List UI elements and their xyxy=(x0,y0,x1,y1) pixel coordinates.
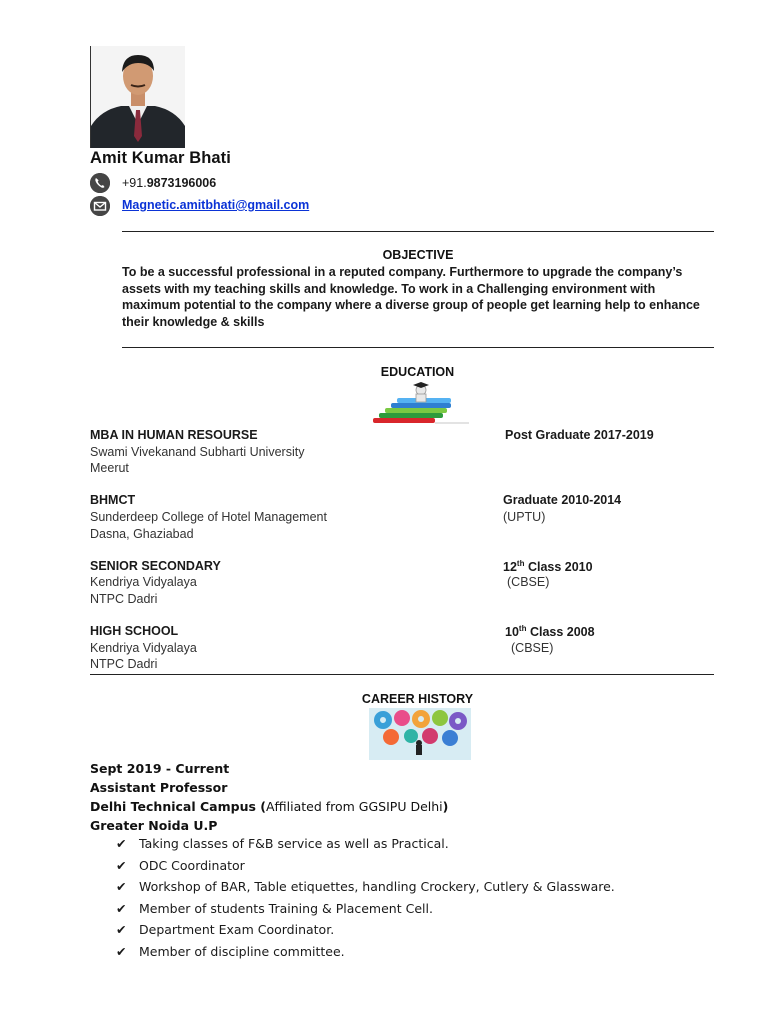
objective-heading: OBJECTIVE xyxy=(382,248,454,262)
edu-level-suffix: th xyxy=(518,624,527,633)
duty-text: Member of students Training & Placement Cell. xyxy=(139,901,433,916)
edu-degree: MBA IN HUMAN RESOURSE xyxy=(90,428,258,442)
edu-institution: Swami Vivekanand Subharti University xyxy=(90,445,305,459)
edu-level: Post Graduate 2017-2019 xyxy=(505,428,654,442)
edu-institution: Kendriya Vidyalaya xyxy=(90,575,197,589)
divider xyxy=(122,347,714,348)
duty-text: ODC Coordinator xyxy=(139,858,245,873)
edu-level xyxy=(505,624,595,639)
checkmark-icon: ✔ xyxy=(116,858,127,873)
career-organisation xyxy=(90,799,448,814)
duty-text: Member of discipline committee. xyxy=(139,944,345,959)
checkmark-icon: ✔ xyxy=(116,836,127,851)
edu-degree: HIGH SCHOOL xyxy=(90,624,179,638)
edu-board: (CBSE) xyxy=(507,575,550,589)
career-heading: CAREER HISTORY xyxy=(361,692,474,706)
career-gears-illustration xyxy=(369,708,471,765)
edu-board: (UPTU) xyxy=(503,510,546,524)
career-location: Greater Noida U.P xyxy=(90,818,218,833)
edu-degree: BHMCT xyxy=(90,493,136,507)
edu-degree: SENIOR SECONDARY xyxy=(90,559,221,573)
duty-item xyxy=(116,901,433,916)
career-org-close: ) xyxy=(442,799,449,814)
edu-board: (CBSE) xyxy=(511,641,554,655)
candidate-name: Amit Kumar Bhati xyxy=(90,149,231,167)
phone-number xyxy=(122,176,216,190)
profile-photo xyxy=(90,46,185,148)
duty-item xyxy=(116,944,345,959)
checkmark-icon: ✔ xyxy=(116,944,127,959)
edu-location: Dasna, Ghaziabad xyxy=(90,527,194,541)
edu-level-text: Class 2010 xyxy=(524,560,593,575)
education-heading: EDUCATION xyxy=(380,365,455,379)
edu-level-number: 10 xyxy=(505,625,519,640)
career-org-name: Delhi Technical Campus ( xyxy=(90,799,266,814)
duty-text: Taking classes of F&B service as well as Practical. xyxy=(139,836,449,851)
email-icon xyxy=(90,196,110,216)
career-role: Assistant Professor xyxy=(90,780,228,795)
graduation-books-icon xyxy=(371,382,471,431)
duty-item xyxy=(116,922,334,937)
duty-text: Department Exam Coordinator. xyxy=(139,922,335,937)
phone-digits: 9873196006 xyxy=(146,176,217,190)
objective-text: To be a successful professional in a reputed company. Furthermore to upgrade the company’s assets with my teaching skills and knowledge. To work in a Challenging environment with maximum potential to the company where a diverse group of people get learning help to enhance their knowledge & skills xyxy=(122,265,700,330)
career-org-affiliation: Affiliated from GGSIPU Delhi xyxy=(265,799,443,814)
duty-item xyxy=(116,836,449,851)
duty-item xyxy=(116,858,245,873)
checkmark-icon: ✔ xyxy=(116,901,127,916)
email-link[interactable]: Magnetic.amitbhati@gmail.com xyxy=(122,198,310,212)
edu-location: NTPC Dadri xyxy=(90,592,158,606)
edu-location: NTPC Dadri xyxy=(90,657,158,671)
edu-level-number: 12 xyxy=(503,560,517,575)
checkmark-icon: ✔ xyxy=(116,879,127,894)
phone-icon xyxy=(90,173,110,193)
divider xyxy=(90,674,714,675)
duty-item xyxy=(116,879,615,894)
duty-text: Workshop of BAR, Table etiquettes, handling Crockery, Cutlery & Glassware. xyxy=(139,879,615,894)
edu-institution: Kendriya Vidyalaya xyxy=(90,641,197,655)
checkmark-icon: ✔ xyxy=(116,922,127,937)
edu-location: Meerut xyxy=(90,461,129,475)
edu-level-suffix: th xyxy=(516,559,525,568)
edu-level: Graduate 2010-2014 xyxy=(503,493,622,507)
edu-level-text: Class 2008 xyxy=(526,625,595,640)
edu-institution: Sunderdeep College of Hotel Management xyxy=(90,510,327,524)
divider xyxy=(122,231,714,232)
phone-prefix: +91. xyxy=(122,176,147,190)
edu-level xyxy=(503,559,593,574)
career-period: Sept 2019 - Current xyxy=(90,761,230,776)
